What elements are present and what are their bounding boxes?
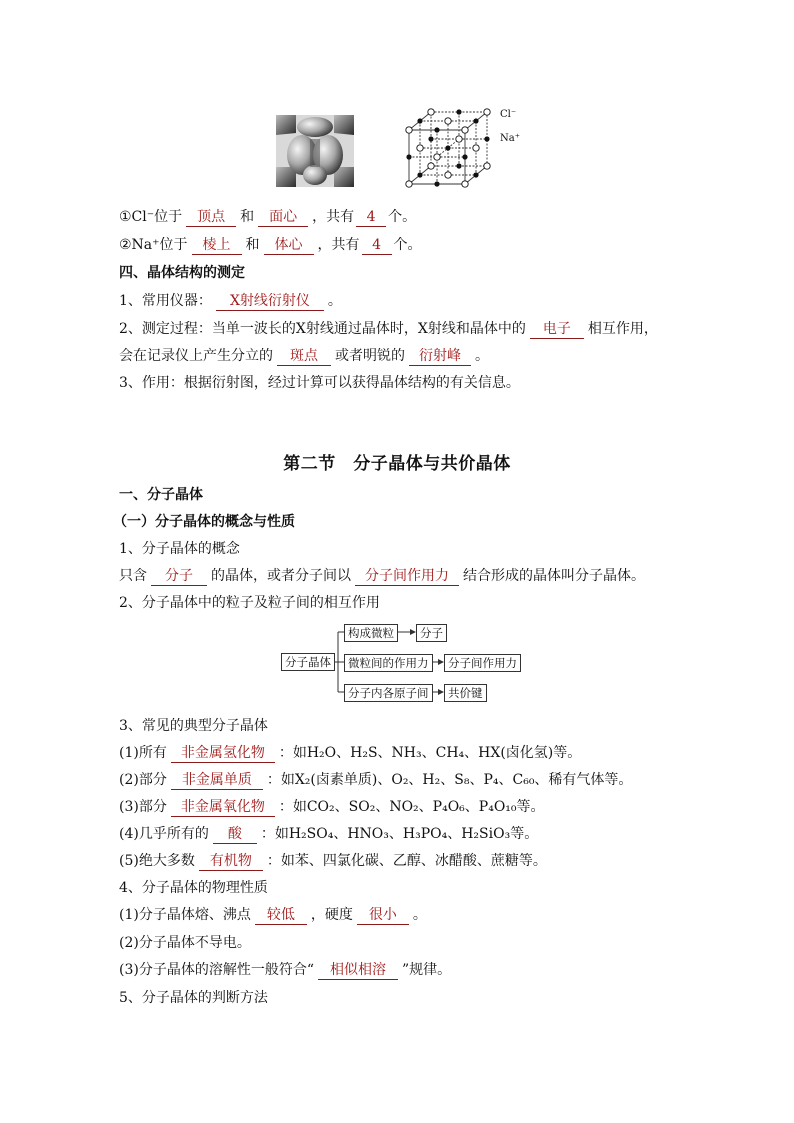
- cl-position-line: [119, 208, 416, 227]
- answer-blank: 4: [362, 236, 392, 255]
- answer-blank: 很小: [357, 906, 409, 925]
- process-line: [119, 320, 658, 339]
- text: 1、常用仪器：: [119, 293, 212, 309]
- diagram-result-intermolecular: 分子间作用力: [444, 654, 521, 672]
- answer-blank: 斑点: [277, 347, 331, 366]
- text: 和: [245, 237, 260, 253]
- typical-item-2: [119, 771, 632, 790]
- section-title: 第二节 分子晶体与共价晶体: [283, 454, 511, 474]
- answer-blank: 相似相溶: [318, 961, 398, 980]
- text: ②Na⁺位于: [119, 237, 188, 253]
- instrument-line: [119, 292, 342, 311]
- answer-blank: 有机物: [199, 852, 263, 871]
- text: ，硬度: [310, 907, 353, 923]
- text: ：如X₂(卤素单质)、O₂、H₂、S₈、P₄、C₆₀、稀有气体等。: [266, 772, 633, 788]
- concept-line: [119, 567, 645, 586]
- answer-blank: 酸: [213, 825, 257, 844]
- text: ①Cl⁻位于: [119, 209, 183, 225]
- answer-blank: 非金属单质: [171, 771, 263, 790]
- answer-blank: 4: [356, 208, 386, 227]
- diagram-box-interparticle: 微粒间的作用力: [344, 654, 433, 672]
- text: (2)部分: [119, 772, 167, 788]
- diagram-box-intramolecular: 分子内各原子间: [344, 684, 433, 702]
- na-label: Na⁺: [500, 133, 520, 144]
- text: 。: [327, 293, 342, 309]
- answer-blank: 顶点: [186, 208, 236, 227]
- text: 会在记录仪上产生分立的: [119, 348, 273, 364]
- nacl-space-filling-model: [274, 113, 356, 189]
- text: (3)部分: [119, 799, 167, 815]
- text: 结合形成的晶体叫分子晶体。: [463, 568, 645, 584]
- answer-blank: 电子: [530, 320, 584, 339]
- text: (1)所有: [119, 745, 167, 761]
- answer-blank: 分子: [151, 567, 207, 586]
- text: 和: [240, 209, 255, 225]
- typical-item-3: [119, 798, 545, 817]
- physical-prop-3: [119, 961, 451, 980]
- process-line-2: [119, 347, 489, 366]
- text: ：如苯、四氯化碳、乙醇、冰醋酸、蔗糖等。: [266, 853, 547, 869]
- subheading-concept: （一）分子晶体的概念与性质: [113, 514, 295, 530]
- typical-item-1: [119, 744, 581, 763]
- text: ”规律。: [402, 962, 452, 978]
- text: ：如H₂SO₄、HNO₃、H₃PO₄、H₂SiO₃等。: [260, 826, 539, 842]
- answer-blank: 非金属氢化物: [171, 744, 275, 763]
- answer-blank: 分子间作用力: [355, 567, 459, 586]
- text: 或者明锐的: [335, 348, 405, 364]
- diagram-result-covalent: 共价键: [444, 684, 487, 702]
- text: 个。: [393, 237, 422, 253]
- text: 只含: [119, 568, 147, 584]
- text: ：如CO₂、SO₂、NO₂、P₄O₆、P₄O₁₀等。: [278, 799, 545, 815]
- answer-blank: 面心: [258, 208, 308, 227]
- answer-blank: 体心: [264, 236, 314, 255]
- physical-prop-2: (2)分子晶体不导电。: [119, 935, 251, 951]
- text: 。: [475, 348, 489, 364]
- function-line: 3、作用：根据衍射图，经过计算可以获得晶体结构的有关信息。: [119, 375, 520, 391]
- answer-blank: 棱上: [192, 236, 242, 255]
- typical-item-4: [119, 825, 538, 844]
- answer-blank: 非金属氧化物: [171, 798, 275, 817]
- cl-label: Cl⁻: [500, 109, 517, 120]
- text: (4)几乎所有的: [119, 826, 209, 842]
- typical-crystals-heading: 3、常见的典型分子晶体: [119, 718, 268, 734]
- answer-blank: 较低: [255, 906, 307, 925]
- physical-prop-1: [119, 906, 427, 925]
- text: 个。: [388, 209, 417, 225]
- typical-item-5: [119, 852, 547, 871]
- heading-molecular-crystal: 一、分子晶体: [119, 487, 203, 503]
- diagram-root-box: 分子晶体: [281, 653, 335, 671]
- text: ，共有: [317, 237, 360, 253]
- text: (1)分子晶体熔、沸点: [119, 907, 251, 923]
- text: 的晶体，或者分子间以: [211, 568, 351, 584]
- text: 。: [412, 907, 427, 923]
- text: (5)绝大多数: [119, 853, 195, 869]
- concept-heading: 1、分子晶体的概念: [119, 541, 240, 557]
- text: ：如H₂O、H₂S、NH₃、CH₄、HX(卤化氢)等。: [278, 745, 582, 761]
- diagram-result-molecule: 分子: [416, 624, 447, 642]
- diagram-box-particles: 构成微粒: [344, 624, 398, 642]
- section-heading-4: 四、晶体结构的测定: [119, 265, 245, 281]
- answer-blank: X射线衍射仪: [216, 292, 324, 311]
- nacl-unit-cell-diagram: [405, 106, 495, 190]
- text: 2、测定过程：当单一波长的X射线通过晶体时，X射线和晶体中的: [119, 321, 526, 337]
- physical-props-heading: 4、分子晶体的物理性质: [119, 880, 268, 896]
- judgment-heading: 5、分子晶体的判断方法: [119, 990, 268, 1006]
- na-position-line: [119, 236, 422, 255]
- answer-blank: 衍射峰: [409, 347, 471, 366]
- particles-heading: 2、分子晶体中的粒子及粒子间的相互作用: [119, 595, 380, 611]
- text: 相互作用，: [587, 321, 658, 337]
- text: (3)分子晶体的溶解性一般符合“: [119, 962, 314, 978]
- text: ，共有: [312, 209, 355, 225]
